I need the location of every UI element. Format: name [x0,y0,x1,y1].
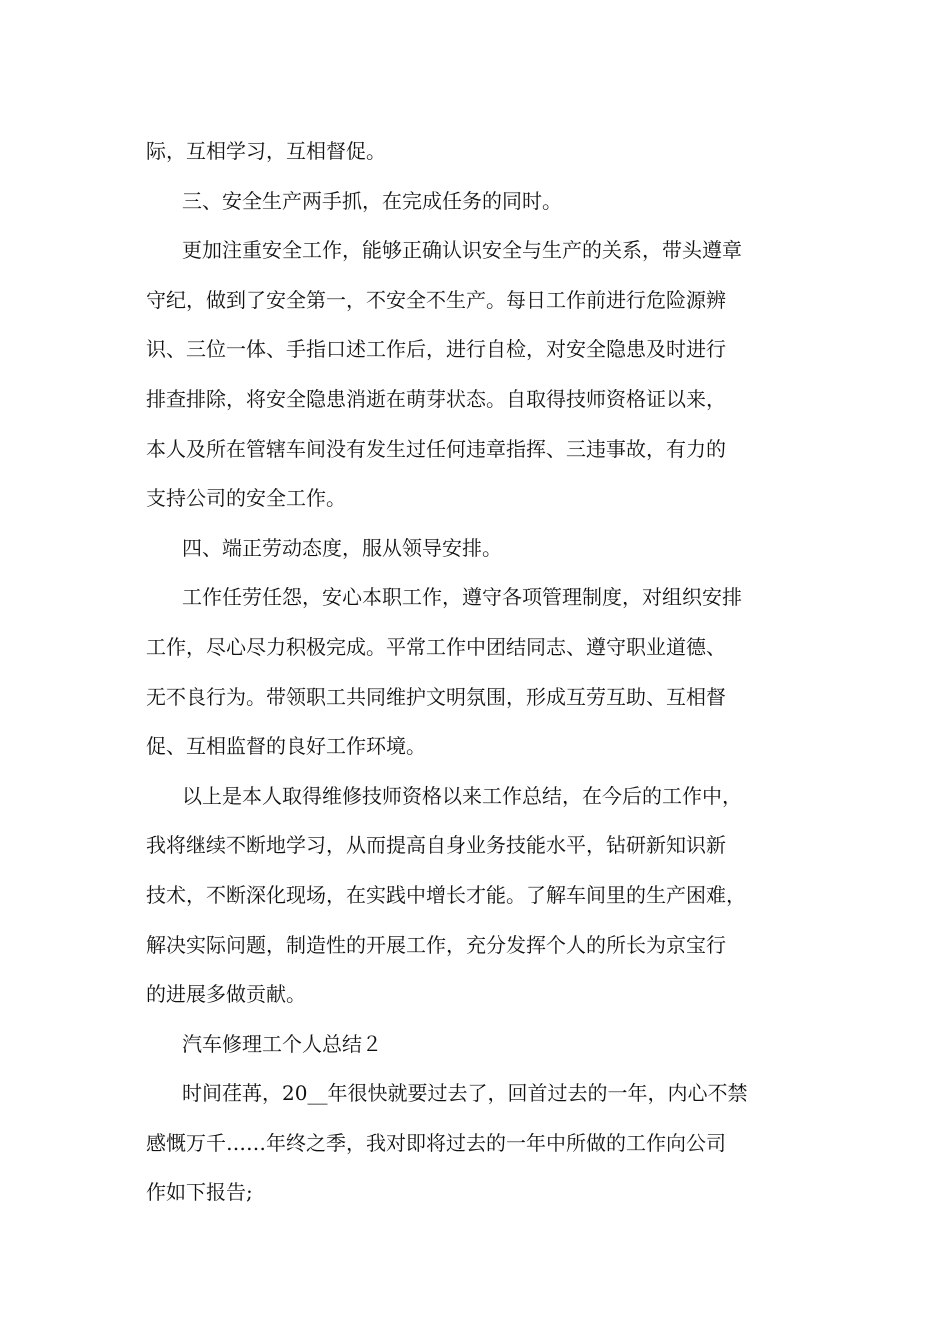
text-line: 解决实际问题，制造性的开展工作，充分发挥个人的所长为京宝行 [146,932,726,957]
text-line: 四、端正劳动态度，服从领导安排。 [182,535,502,560]
text-line: 技术，不断深化现场，在实践中增长才能。了解车间里的生产困难， [146,882,746,907]
text-line: 际，互相学习，互相督促。 [146,139,386,163]
text-line: 汽车修理工个人总结２ [182,1031,382,1056]
text-line: 我将继续不断地学习，从而提高自身业务技能水平，钻研新知识新 [146,833,726,858]
text-line: 更加注重安全工作，能够正确认识安全与生产的关系，带头遵章 [182,238,742,263]
text-line: 工作，尽心尽力积极完成。平常工作中团结同志、遵守职业道德、 [146,634,726,659]
text-line: 作如下报告; [146,1180,253,1205]
text-line: 工作任劳任怨，安心本职工作，遵守各项管理制度，对组织安排 [182,585,742,610]
text-line: 本人及所在管辖车间没有发生过任何违章指挥、三违事故，有力的 [146,436,726,461]
text-line: 支持公司的安全工作。 [146,486,346,511]
document-body [146,127,811,1218]
text-line: 无不良行为。带领职工共同维护文明氛围，形成互劳互助、互相督 [146,684,726,709]
text-line: 感慨万千……年终之季，我对即将过去的一年中所做的工作向公司 [146,1130,726,1155]
text-line: 识、三位一体、手指口述工作后，进行自检，对安全隐患及时进行 [146,337,726,362]
text-line: 以上是本人取得维修技师资格以来工作总结，在今后的工作中， [182,783,742,808]
text-line: 三、安全生产两手抓，在完成任务的同时。 [182,188,562,213]
text-line: 的进展多做贡献。 [146,982,306,1007]
text-line: 守纪，做到了安全第一，不安全不生产。每日工作前进行危险源辨 [146,287,726,312]
text-line: 促、互相监督的良好工作环境。 [146,734,426,759]
text-line: 排查排除，将安全隐患消逝在萌芽状态。自取得技师资格证以来， [146,386,726,411]
text-line: 时间荏苒，20__年很快就要过去了，回首过去的一年，内心不禁 [182,1081,748,1106]
